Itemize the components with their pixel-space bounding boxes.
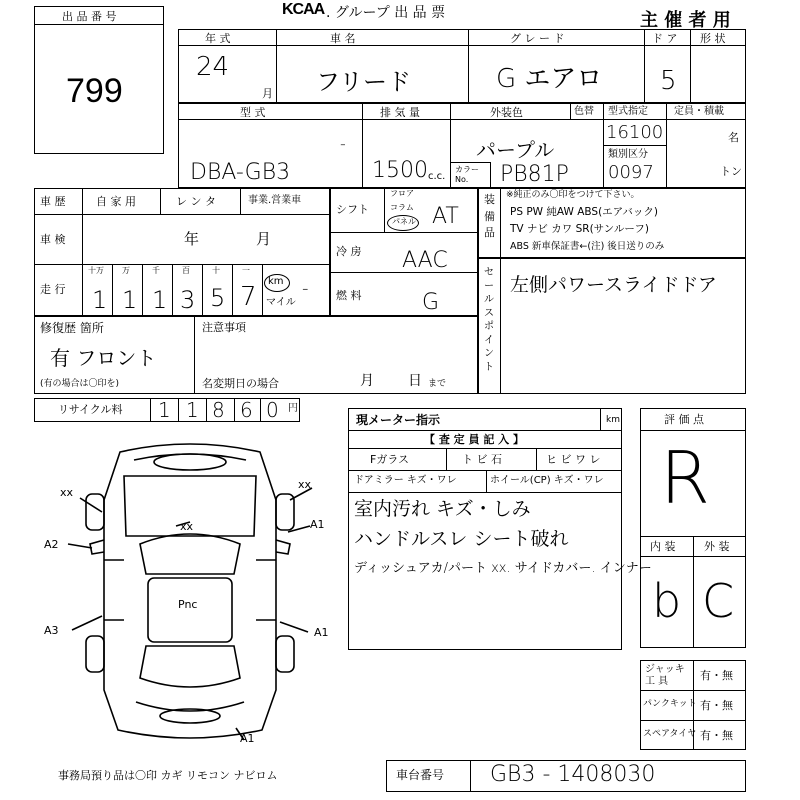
score-value: R [660,436,711,520]
inspection-month: 月 [256,230,272,248]
chassis-value: GB3 - 1408030 [490,762,656,787]
recycle-digit-5: 0 [266,398,279,422]
inspection-year: 年 [184,230,200,248]
keys-note: 事務局預り品は〇印 カギ リモコン ナビロム [58,769,278,782]
mirror-label: ドアミラー キズ・ワレ [354,475,457,486]
damage-mark-right-front: A1 [310,518,325,531]
equipment-line3: ABS 新車保証書←(注) 後日送りのみ [510,241,665,252]
mileage-dash: - [302,278,309,299]
jack-label: ジャッキ工 具 [645,664,685,687]
damage-mark-right-rear: A1 [314,626,329,639]
organizer-label: 主 催 者 用 [640,10,731,31]
year-label: 年 式 [205,32,231,45]
fuel-value: G [422,290,440,315]
recycle-digit-1: 1 [158,398,171,422]
model-value: DBA-GB3 [190,160,291,185]
damage-mark-front-right: xx [298,478,312,491]
glass-label: Fガラス [370,453,409,466]
capacity-unit-persons: 名 [728,131,739,144]
interior-label: 内 装 [650,540,676,553]
mileage-label: 走 行 [40,283,66,296]
inspection-label: 車 検 [40,233,66,246]
fuel-label: 燃 料 [336,289,362,302]
inspector-comment-3: ディッシュアカ/パート xx. サイドカバー. インナー [354,561,652,576]
equipment-line1: PS PW 純AW ABS(エアバック) [510,206,658,218]
repair-note: (有の場合は〇印を) [40,379,120,389]
shift-column: コラム [390,203,414,212]
mile-label: マイル [266,297,296,308]
puncture-kit-label: パンクキット [643,699,697,709]
type-spec-label: 型式指定 [608,106,648,117]
year-value: 24 [196,52,230,82]
wheel-label: ホイール(CP) キズ・ワレ [490,475,604,486]
repair-label: 修復歴 箇所 [40,321,104,335]
repair-value: 有 フロント [50,346,157,370]
jack-value: 有・無 [700,669,733,682]
shape-label: 形 状 [700,32,726,45]
shift-label: シフト [336,203,369,216]
doors-value: 5 [660,66,677,96]
equipment-line2: TV ナビ カワ SR(サンルーフ) [510,223,649,235]
mileage-digit-4: 3 [180,286,196,314]
model-label: 型 式 [240,106,266,119]
grade-value: G エアロ [496,64,603,94]
mileage-unit-100k: 十万 [88,266,104,275]
color-no-label-1: カラー [455,165,479,174]
car-name-value: フリード [316,68,412,96]
meter-unit: km [606,415,620,425]
spare-tire-label: スペアタイヤ [643,729,697,739]
class-value: 0097 [608,162,654,183]
mileage-unit-10k: 万 [122,266,130,275]
deadline-day: 日 [408,373,422,389]
mileage-digit-5: 5 [210,284,226,312]
deadline-label: 名変期日の場合 [202,377,279,390]
exterior-label: 外 装 [704,540,730,553]
color-no-label-2: No. [455,175,469,184]
recycle-unit: 円 [288,403,298,414]
type-spec-value: 16100 [606,122,664,143]
history-private: 自 家 用 [96,195,136,208]
exterior-color-label: 外装色 [490,106,523,119]
mileage-unit-1: 一 [242,266,250,275]
exterior-value: C [702,574,735,628]
month-unit: 月 [262,87,273,100]
spare-tire-value: 有・無 [700,729,733,742]
crack-label: ヒ ビ ワ レ [546,453,601,466]
recycle-label: リサイクル料 [58,403,123,416]
inspector-comment-1: 室内汚れ キズ・しみ [354,498,531,520]
color-no-value: PB81P [500,162,569,187]
score-label: 評 価 点 [664,413,704,426]
chassis-label: 車台番号 [396,768,445,782]
shift-floor: フロア [390,189,414,198]
capacity-label: 定員・積載 [674,106,724,117]
roof-note: Pnc [178,598,198,611]
puncture-kit-value: 有・無 [700,699,733,712]
color-change-label: 色替 [574,106,594,117]
shift-value: AT [432,204,459,229]
damage-mark-left-mirror: A2 [44,538,59,551]
mileage-digit-1: 1 [92,286,108,314]
recycle-digit-2: 1 [186,398,199,422]
notes-label: 注意事項 [202,321,246,334]
interior-value: b [652,574,682,628]
class-label: 類別区分 [608,149,648,160]
recycle-digit-3: 8 [212,398,225,422]
exterior-color-value: パープル [476,138,555,162]
lot-number-label: 出 品 番 号 [62,10,117,23]
shift-panel: パネル [392,217,416,226]
mileage-unit-10: 十 [212,266,220,275]
grade-label: グ レ ー ド [510,32,565,45]
brand-logo: KCAA [282,1,325,18]
form-title: . グループ 出 品 票 [326,5,446,21]
displacement-value: 1500 [372,158,428,183]
car-name-label: 車 名 [330,32,356,45]
equipment-note: ※純正のみ〇印をつけて下さい。 [506,190,640,200]
recycle-digit-4: 6 [240,398,253,422]
history-label: 車 歴 [40,195,66,208]
capacity-unit-tons: トン [720,165,742,178]
deadline-until: まで [428,379,447,389]
mileage-digit-2: 1 [122,286,138,314]
damage-mark-rear-bumper: A1 [240,732,255,745]
inspector-label: 【 査 定 員 記 入 】 [424,433,524,446]
displacement-unit: c.c. [428,171,446,182]
km-label: km [268,276,284,287]
mileage-digit-6: 7 [240,282,257,312]
equipment-label: 装 備 品 [484,193,495,239]
damage-mark-hood: xx [180,520,194,533]
ac-label: 冷 房 [336,245,362,258]
mileage-unit-1k: 千 [152,266,160,275]
car-damage-diagram [40,440,340,750]
model-dash: - [340,134,346,153]
deadline-month: 月 [360,373,374,389]
doors-label: ド ア [652,32,678,45]
mileage-digit-3: 1 [152,286,168,314]
stone-chip-label: ト ビ 石 [462,453,502,466]
meter-label: 現メーター指示 [356,413,441,427]
sales-point-value: 左側パワースライドドア [510,274,717,296]
history-rental: レ ン タ [176,195,216,208]
inspector-comment-2: ハンドルスレ シート破れ [354,528,569,550]
damage-mark-left-rear: A3 [44,624,59,637]
damage-mark-front-left: xx [60,486,74,499]
sales-point-label: セールスポイント [484,267,494,373]
history-commercial: 事業.営業車 [248,195,302,206]
lot-number-value: 799 [66,72,123,110]
mileage-unit-100: 百 [182,266,190,275]
ac-value: AAC [402,248,448,273]
displacement-label: 排 気 量 [380,106,420,119]
